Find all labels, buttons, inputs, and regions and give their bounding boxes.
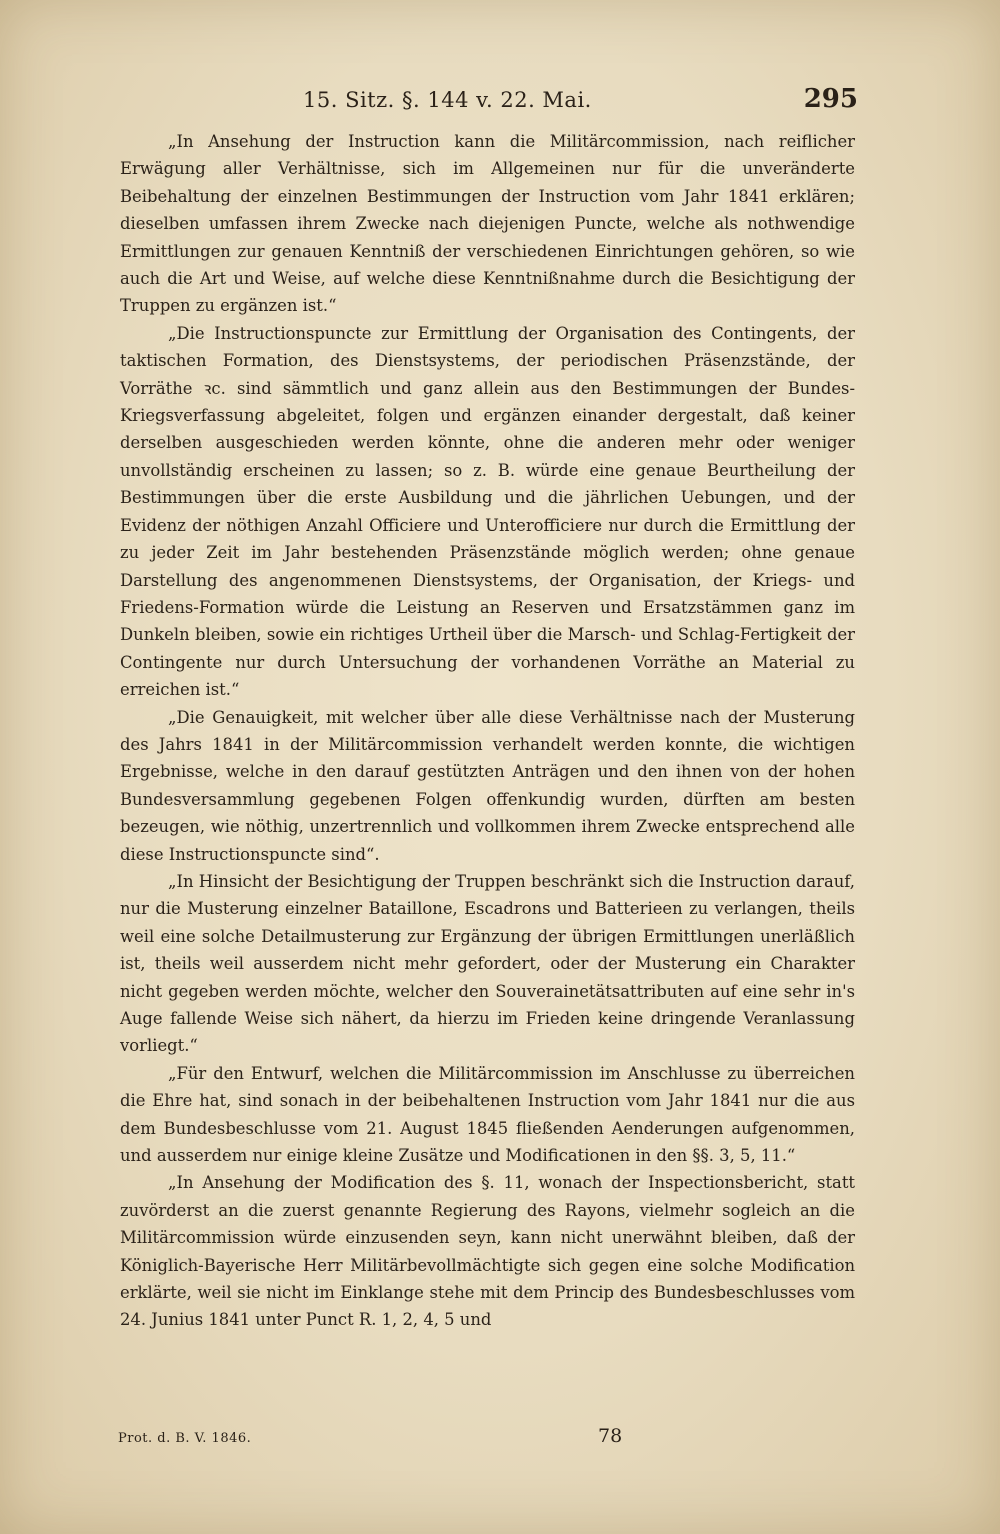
page-footer xyxy=(118,1423,858,1453)
paragraph: „In Hinsicht der Besichtigung der Truppen beschränkt sich die Instruction darauf, nur die Musterung einzelner Bataillone, Escadrons und Batterieen zu verlangen, theils weil eine solche Detailmusterung zur Ergänzung der übrigen Ermittlungen unerläßlich ist, theils weil ausserdem nicht mehr gefordert, oder der Musterung ein Charakter nicht gegeben werden möchte, welcher den Souverainetätsattributen auf eine sehr in's Auge fallende Weise sich nähert, da hierzu im Frieden keine dringende Veranlassung vorliegt.“ xyxy=(120,871,855,1056)
paragraph: „In Ansehung der Modification des §. 11, wonach der Inspectionsbericht, statt zuvörderst an die zuerst genannte Regierung des Rayons, vielmehr sogleich an die Militärcommission würde einzusenden seyn, kann nicht unerwähnt bleiben, daß der Königlich-Bayerische Herr Militärbevollmächtigte sich gegen eine solche Modification erklärte, weil sie nicht im Einklange stehe mit dem Princip des Bundesbeschlusses vom 24. Junius 1841 unter Punct R. 1, 2, 4, 5 und xyxy=(120,1173,855,1330)
sheet-number: 78 xyxy=(598,1425,623,1447)
signature-mark: Prot. d. B. V. 1846. xyxy=(118,1431,252,1446)
paragraph: „In Ansehung der Instruction kann die Militärcommission, nach reiflicher Erwägung aller Verhältnisse, sich im Allgemeinen nur für die unveränderte Beibehaltung der einzelnen Bestimmungen der Instruction vom Jahr 1841 erklären; dieselben umfassen ihrem Zwecke nach diejenigen Puncte, welche als nothwendige Ermittlungen zur genauen Kenntniß der verschiedenen Einrichtungen gehören, so wie auch die Art und Weise, auf welche diese Kenntnißnahme durch die Besichtigung der Truppen zu ergänzen ist.“ xyxy=(120,132,855,316)
paragraph: „Für den Entwurf, welchen die Militärcommission im Anschlusse zu überreichen die Ehre hat, sind sonach in der beibehaltenen Instruction vom Jahr 1841 nur die aus dem Bundesbeschlusse vom 21. August 1845 fließenden Aenderungen aufgenommen, und ausserdem nur einige kleine Zusätze und Modificationen in den §§. 3, 5, 11.“ xyxy=(120,1063,855,1166)
paragraph: „Die Instructionspuncte zur Ermittlung der Organisation des Contingents, der taktischen Formation, des Dienstsystems, der periodischen Präsenzstände, der Vorräthe ꝛc. sind sämmtlich und ganz allein aus den Bestimmungen der Bundes-Kriegsverfassung abgeleitet, folgen und ergänzen einander dergestalt, daß keiner derselben ausgeschieden werden könnte, ohne die anderen mehr oder weniger unvollständig erscheinen zu lassen; so z. B. würde eine genaue Beurtheilung der Bestimmungen über die erste Ausbildung und die jährlichen Uebungen, und der Evidenz der nöthigen Anzahl Officiere und Unterofficiere nur durch die Ermittlung der zu jeder Zeit im Jahr bestehenden Präsenzstände möglich werden; ohne genaue Darstellung des angenommenen Dienstsystems, der Organisation, der Kriegs- und Friedens-Formation würde die Leistung an Reserven und Ersatzstämmen ganz im Dunkeln bleiben, sowie ein richtiges Urtheil über die Marsch- und Schlag-Fertigkeit der Contingente nur durch Untersuchung der vorhandenen Vorräthe an Material zu erreichen ist.“ xyxy=(120,323,855,700)
paragraph: „Die Genauigkeit, mit welcher über alle diese Verhältnisse nach der Musterung des Jahrs 1841 in der Militärcommission verhandelt werden konnte, die wichtigen Ergebnisse, welche in den darauf gestützten Anträgen und den ihnen von der hohen Bundesversammlung gegebenen Folgen offenkundig wurden, dürften am besten bezeugen, wie nöthig, unzertrennlich und vollkommen ihrem Zwecke entsprechend alle diese Instructionspuncte sind“. xyxy=(120,707,855,864)
page-number: 295 xyxy=(803,84,858,114)
body-text xyxy=(120,128,855,1334)
page-header xyxy=(118,84,858,124)
running-title: 15. Sitz. §. 144 v. 22. Mai. xyxy=(303,88,592,112)
